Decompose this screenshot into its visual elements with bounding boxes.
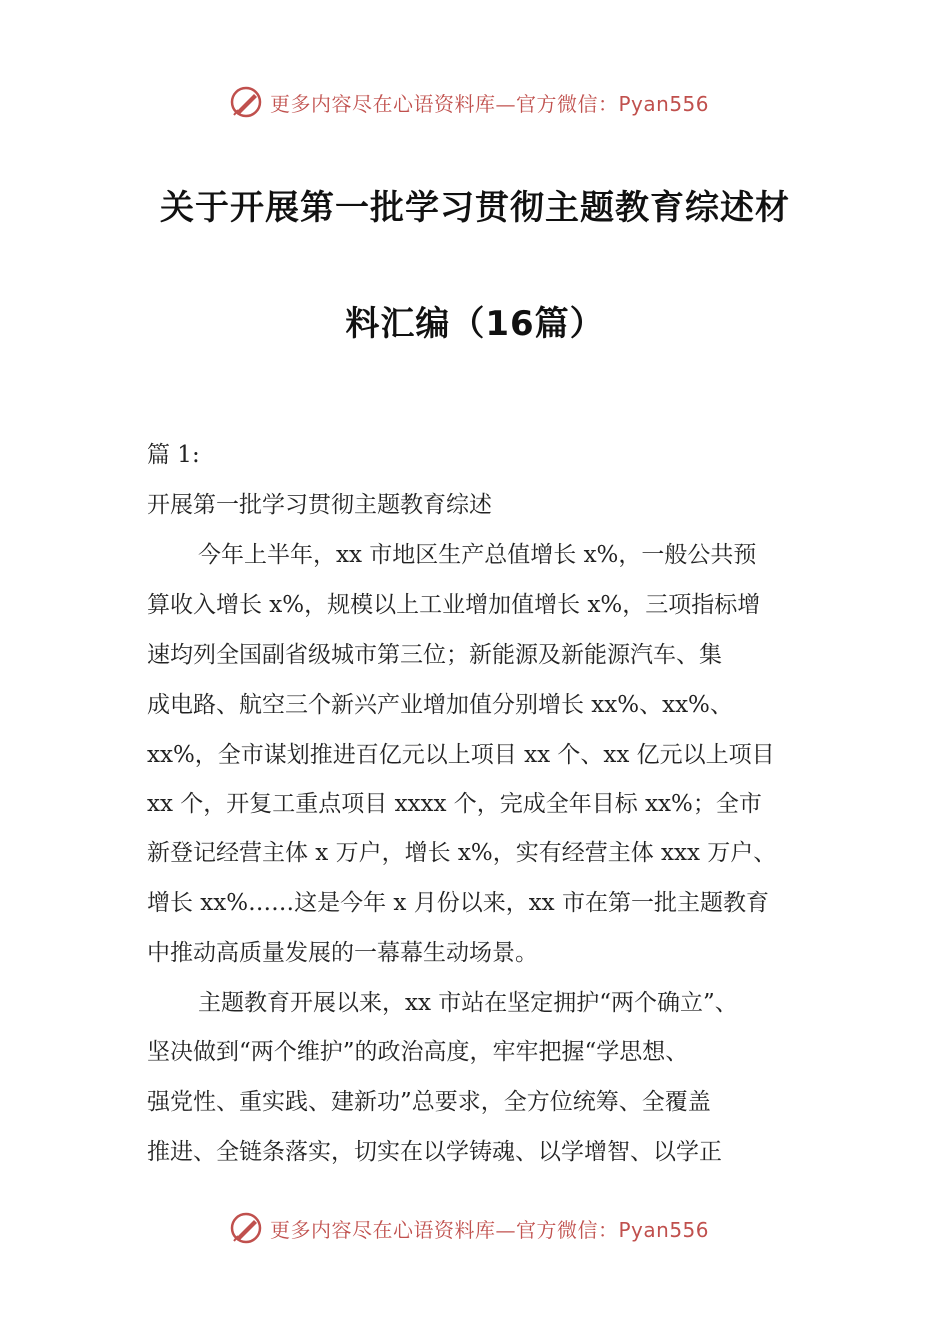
watermark-text: 更多内容尽在心语资料库—官方微信：Pyan556	[270, 91, 710, 116]
quill-logo-icon	[228, 1210, 264, 1246]
footer-watermark	[0, 1208, 950, 1248]
paragraph-line: 新登记经营主体 x 万户，增长 x%，实有经营主体 xxx 万户、	[147, 840, 777, 866]
paragraph-line: 坚决做到“两个维护”的政治高度，牢牢把握“学思想、	[147, 1039, 689, 1065]
paragraph-line: 推进、全链条落实，切实在以学铸魂、以学增智、以学正	[147, 1139, 722, 1165]
paragraph-line: 速均列全国副省级城市第三位；新能源及新能源汽车、集	[147, 642, 722, 668]
paragraph-line: xx%，全市谋划推进百亿元以上项目 xx 个、xx 亿元以上项目	[147, 742, 775, 768]
article-label: 篇 1:	[147, 442, 200, 468]
paragraph-line: 成电路、航空三个新兴产业增加值分别增长 xx%、xx%、	[147, 692, 733, 718]
document-title-line-2: 料汇编（16篇）	[345, 304, 605, 344]
paragraph-line: 主题教育开展以来，xx 市站在坚定拥护“两个确立”、	[198, 990, 738, 1016]
paragraph-line: 强党性、重实践、建新功”总要求，全方位统筹、全覆盖	[147, 1089, 711, 1115]
paragraph-line: xx 个，开复工重点项目 xxxx 个，完成全年目标 xx%；全市	[147, 791, 762, 817]
paragraph-line: 今年上半年，xx 市地区生产总值增长 x%，一般公共预	[198, 542, 757, 568]
wechat-id: Pyan556	[618, 1217, 710, 1242]
paragraph-line: 中推动高质量发展的一幕幕生动场景。	[147, 940, 538, 966]
paragraph-line: 增长 xx%……这是今年 x 月份以来，xx 市在第一批主题教育	[147, 890, 769, 916]
quill-logo-icon	[228, 84, 264, 120]
wechat-id: Pyan556	[618, 91, 710, 116]
document-title-line-1: 关于开展第一批学习贯彻主题教育综述材	[160, 188, 790, 228]
watermark-text: 更多内容尽在心语资料库—官方微信：Pyan556	[270, 1217, 710, 1242]
article-heading: 开展第一批学习贯彻主题教育综述	[147, 492, 492, 518]
header-watermark	[0, 82, 950, 122]
paragraph-line: 算收入增长 x%，规模以上工业增加值增长 x%，三项指标增	[147, 592, 761, 618]
